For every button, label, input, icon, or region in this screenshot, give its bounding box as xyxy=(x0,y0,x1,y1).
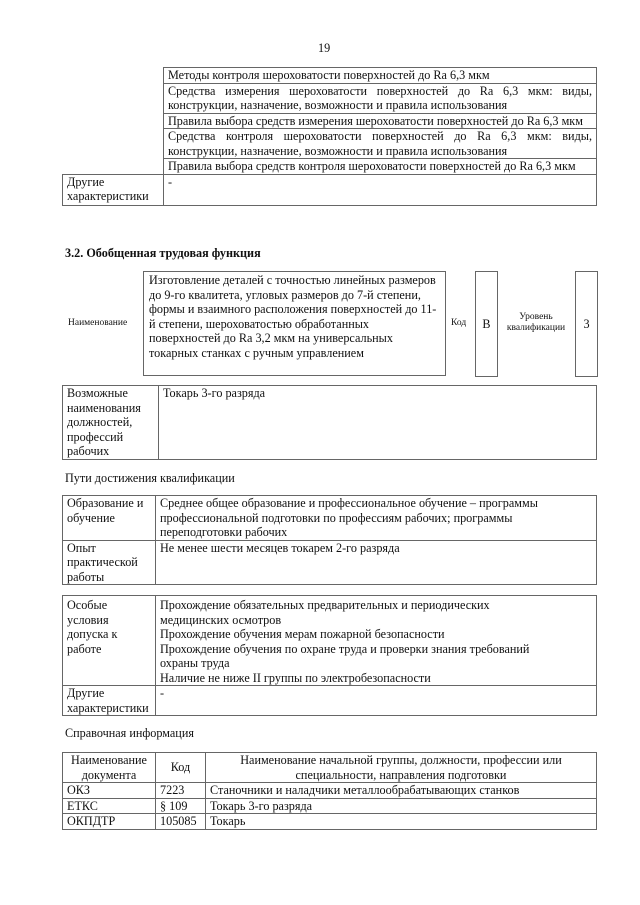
doc-name: ОКПДТР xyxy=(63,814,156,830)
table-row xyxy=(63,386,597,460)
knowledge-item: Методы контроля шероховатости поверхностей до Ra 6,3 мкм xyxy=(164,68,597,84)
table-row xyxy=(63,496,597,541)
page-number: 19 xyxy=(318,41,331,55)
doc-title: Станочники и наладчики металлообрабатывающих станков xyxy=(206,783,597,799)
function-name-label: Наименование xyxy=(68,318,128,328)
reference-table xyxy=(62,752,597,830)
reference-title: Справочная информация xyxy=(65,726,194,740)
positions-value: Токарь 3-го разряда xyxy=(159,386,597,460)
condition-item: Прохождение обязательных предварительных и периодических медицинских осмотров xyxy=(160,598,490,627)
knowledge-table xyxy=(62,67,597,206)
table-row xyxy=(63,540,597,585)
doc-name: ЕТКС xyxy=(63,798,156,814)
other-label: Другие характеристики xyxy=(63,686,156,716)
condition-item: Наличие не ниже II группы по электробезопасности xyxy=(160,670,431,685)
column-header: Код xyxy=(156,753,206,783)
doc-code: 7223 xyxy=(156,783,206,799)
function-code-label: Код xyxy=(451,318,467,328)
paths-table xyxy=(62,495,597,585)
knowledge-item: Правила выбора средств контроля шероховатости поверхностей до Ra 6,3 мкм xyxy=(164,159,597,175)
doc-code: § 109 xyxy=(156,798,206,814)
condition-item: Прохождение обучения по охране труда и проверки знания требований охраны труда xyxy=(160,641,530,670)
table-header-row xyxy=(63,753,597,783)
doc-title: Токарь 3-го разряда xyxy=(206,798,597,814)
condition-item: Прохождение обучения мерам пожарной безопасности xyxy=(160,627,445,641)
conditions-label: Особые условия допуска к работе xyxy=(63,596,156,686)
column-header: Наименование начальной группы, должности, профессии или специальности, направления подготовки xyxy=(206,753,597,783)
conditions-table xyxy=(62,595,597,716)
table-row xyxy=(63,814,597,830)
section-title: 3.2. Обобщенная трудовая функция xyxy=(65,246,261,260)
knowledge-item: Средства контроля шероховатости поверхностей до Ra 6,3 мкм: виды, конструкции, назначение, возможности и правила использования xyxy=(164,129,597,159)
experience-value: Не менее шести месяцев токарем 2-го разряда xyxy=(156,540,597,585)
positions-label: Возможные наименования должностей, профессий рабочих xyxy=(63,386,159,460)
doc-name: ОКЗ xyxy=(63,783,156,799)
qualification-level-label: Уровень квалификации xyxy=(506,312,566,333)
table-row xyxy=(63,798,597,814)
function-code-value: В xyxy=(475,271,498,377)
table-row xyxy=(63,68,597,84)
table-row xyxy=(63,686,597,716)
function-name-value: Изготовление деталей с точностью линейных размеров до 9-го квалитета, угловых размеров до 7-й степени, формы и взаимного расположения поверхностей до 11-й степени, шероховатостью обработанных поверхностей до Ra 3,2 мкм на универсальных токарных станках с ручным управлением xyxy=(143,271,446,376)
table-row xyxy=(63,596,597,686)
knowledge-item: Средства измерения шероховатости поверхностей до Ra 6,3 мкм: виды, конструкции, назначение, возможности и правила использования xyxy=(164,83,597,113)
qualification-level-value: 3 xyxy=(575,271,598,377)
table-row xyxy=(63,783,597,799)
positions-table xyxy=(62,385,597,460)
other-value: - xyxy=(156,686,597,716)
knowledge-item: Правила выбора средств измерения шероховатости поверхностей до Ra 6,3 мкм xyxy=(164,113,597,129)
doc-code: 105085 xyxy=(156,814,206,830)
doc-title: Токарь xyxy=(206,814,597,830)
other-label: Другие характеристики xyxy=(63,174,164,205)
column-header: Наименование документа xyxy=(63,753,156,783)
other-value: - xyxy=(164,174,597,205)
education-value: Среднее общее образование и профессиональное обучение – программы профессиональной подготовки по профессиям рабочих; программы переподготовки рабочих xyxy=(156,496,597,541)
education-label: Образование и обучение xyxy=(63,496,156,541)
experience-label: Опыт практической работы xyxy=(63,540,156,585)
paths-title: Пути достижения квалификации xyxy=(65,471,235,485)
table-row xyxy=(63,174,597,205)
